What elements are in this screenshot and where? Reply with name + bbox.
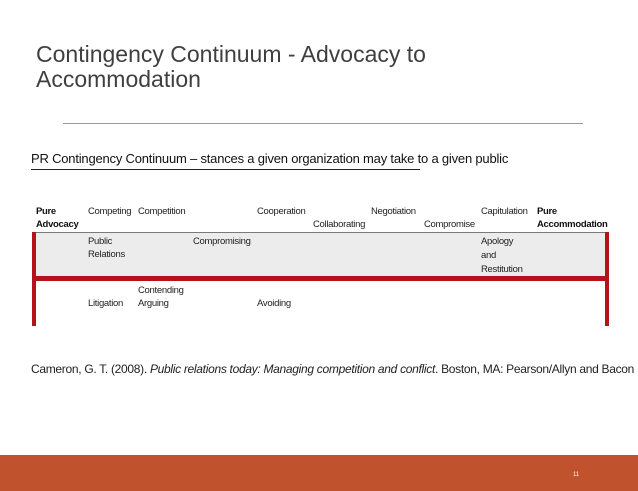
arguing-label: Arguing	[138, 298, 169, 309]
cooperation-label: Cooperation	[257, 206, 306, 217]
collaborating-label: Collaborating	[313, 219, 366, 230]
competing-label: Competing	[88, 206, 132, 217]
negotiation-label: Negotiation	[371, 206, 416, 217]
pure-accommodation-label-line2: Accommodation	[537, 219, 608, 230]
slide-title: Contingency Continuum - Advocacy to Accommodation	[36, 41, 426, 92]
citation	[31, 362, 634, 376]
pure-advocacy-label-line1: Pure	[36, 206, 56, 217]
competition-label: Competition	[138, 206, 186, 217]
citation-suffix: . Boston, MA: Pearson/Allyn and Bacon	[435, 362, 635, 376]
apology-label-line1: Apology	[481, 236, 514, 247]
apology-label-line2: and	[481, 250, 496, 261]
pure-accommodation-label-line1: Pure	[537, 206, 557, 217]
footer-band	[0, 455, 638, 491]
contending-label: Contending	[138, 285, 184, 296]
citation-book-title: Public relations today: Managing competition and conflict	[149, 362, 436, 376]
title-divider	[63, 123, 583, 124]
row-separator	[34, 232, 607, 233]
litigation-label: Litigation	[88, 298, 124, 309]
compromise-label: Compromise	[424, 219, 475, 230]
compromising-label: Compromising	[193, 236, 251, 247]
page-number: 11	[573, 472, 580, 478]
continuum-line	[32, 276, 609, 281]
diagram-heading: PR Contingency Continuum – stances a given organization may take to a given public	[31, 151, 509, 166]
apology-label-line3: Restitution	[481, 264, 523, 275]
public-relations-label-line2: Relations	[88, 249, 125, 260]
avoiding-label: Avoiding	[257, 298, 291, 309]
pure-advocacy-label-line2: Advocacy	[36, 219, 79, 230]
citation-prefix: Cameron, G. T. (2008).	[31, 362, 150, 376]
public-relations-label-line1: Public	[88, 236, 113, 247]
heading-underline	[31, 169, 420, 170]
capitulation-label: Capitulation	[481, 206, 528, 217]
